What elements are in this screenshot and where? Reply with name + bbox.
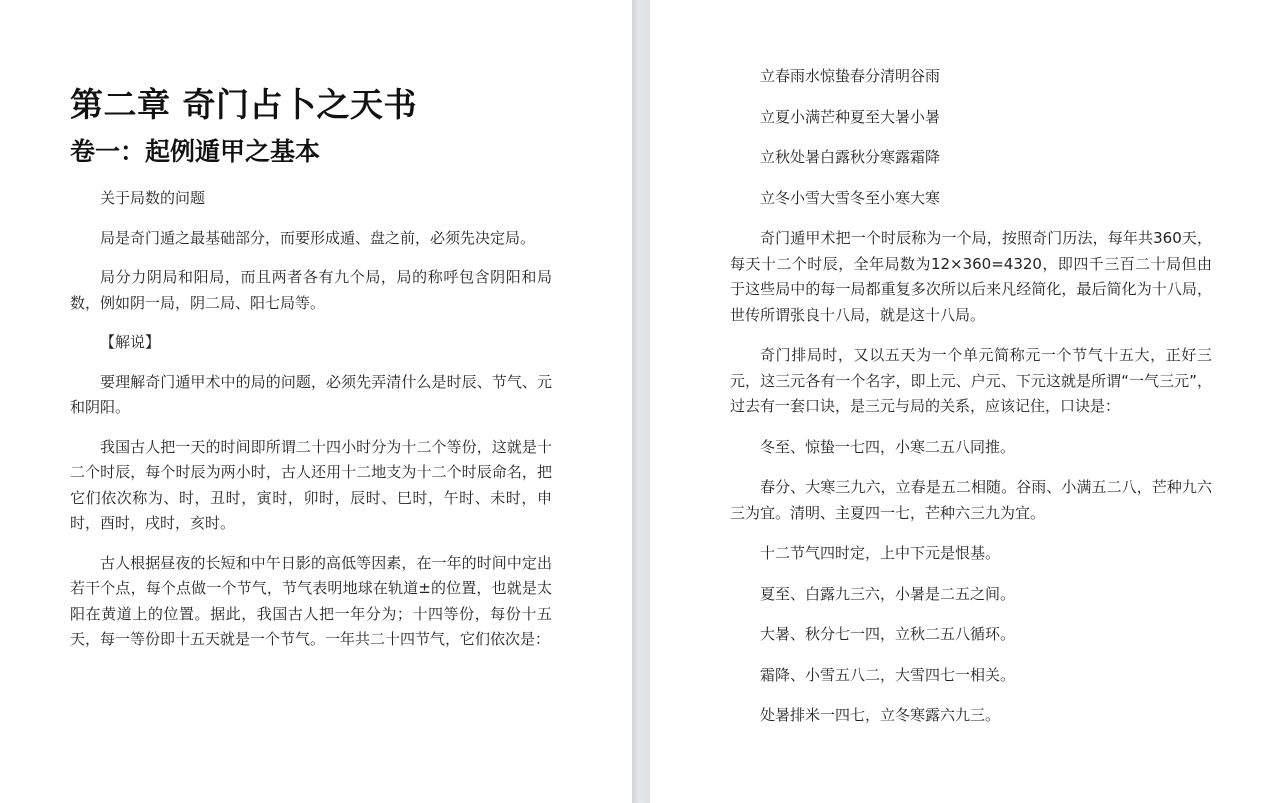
paragraph: 夏至、白露九三六，小暑是二五之间。 <box>760 584 1016 603</box>
paragraph: 春分、大寒三九六，立春是五二相随。谷雨、小满五二八，芒种九六三为宜。清明、主夏四一七，芒种六三九为宜。 <box>730 478 1212 522</box>
paragraph: 【解说】 <box>100 333 161 351</box>
paragraph: 大暑、秋分七一四，立秋二五八循环。 <box>760 625 1016 643</box>
paragraph: 冬至、惊蛰一七四，小寒二五八同推。 <box>760 437 1016 456</box>
paragraph: 立春雨水惊蛰春分清明谷雨 <box>760 67 941 85</box>
paragraph: 局是奇门遁之最基础部分，而要形成遁、盘之前，必须先决定局。 <box>100 228 536 247</box>
paragraph: 十二节气四时定，上中下元是恨基。 <box>760 544 1001 562</box>
page-gutter <box>632 0 650 803</box>
chapter-title: 第二章 奇门占卜之天书 <box>70 85 417 124</box>
paragraph: 要理解奇门遁甲术中的局的问题，必须先弄清什么是时辰、节气、元和阴阳。 <box>70 372 552 416</box>
paragraph: 立冬小雪大雪冬至小寒大寒 <box>760 188 941 207</box>
paragraph: 霜降、小雪五八二，大雪四七一相关。 <box>760 665 1016 684</box>
paragraph: 处暑排米一四七，立冬寒露六九三。 <box>760 706 1001 724</box>
paragraph: 我国古人把一天的时间即所谓二十四小时分为十二个等份，这就是十二个时辰，每个时辰为两小时，古人还用十二地支为十二个时辰命名，把它们依次称为、时，丑时，寅时，卯时，辰时、巳时，午时、未时，申时，酉时，戌时，亥时。 <box>70 437 552 532</box>
paragraph: 奇门排局时，又以五天为一个单元简称元一个节气十五大，正好三元，这三元各有一个名字，即上元、户元、下元这就是所谓“一气三元”，过去有一套口诀，是三元与局的关系，应该记住，口诀是： <box>730 346 1212 415</box>
paragraph: 奇门遁甲术把一个时辰称为一个局，按照奇门历法，每年共360天，每天十二个时辰，全年局数为12×360=4320，即四千三百二十局但由于这些局中的每一局都重复多次所以后来凡经简化，最后简化为十八局，世传所谓张良十八局，就是这十八局。 <box>730 229 1212 324</box>
paragraph: 局分力阴局和阳局，而且两者各有九个局，局的称呼包含阴阳和局数，例如阴一局，阴二局、阳七局等。 <box>70 268 552 312</box>
left-page <box>0 0 632 803</box>
paragraph: 立夏小满芒种夏至大暑小暑 <box>760 107 941 126</box>
paragraph: 古人根据昼夜的长短和中午日影的高低等因素，在一年的时间中定出若干个点，每个点做一个节气，节气表明地球在轨道±的位置，也就是太阳在黄道上的位置。据此，我国古人把一年分为；十四等份，每份十五天，每一等份即十五天就是一个节气。一年共二十四节气，它们依次是： <box>70 553 552 648</box>
right-page <box>650 0 1270 803</box>
paragraph: 立秋处暑白露秋分寒露霜降 <box>760 148 941 166</box>
section-title: 卷一：起例遁甲之基本 <box>70 137 321 166</box>
paragraph: 关于局数的问题 <box>100 189 206 207</box>
